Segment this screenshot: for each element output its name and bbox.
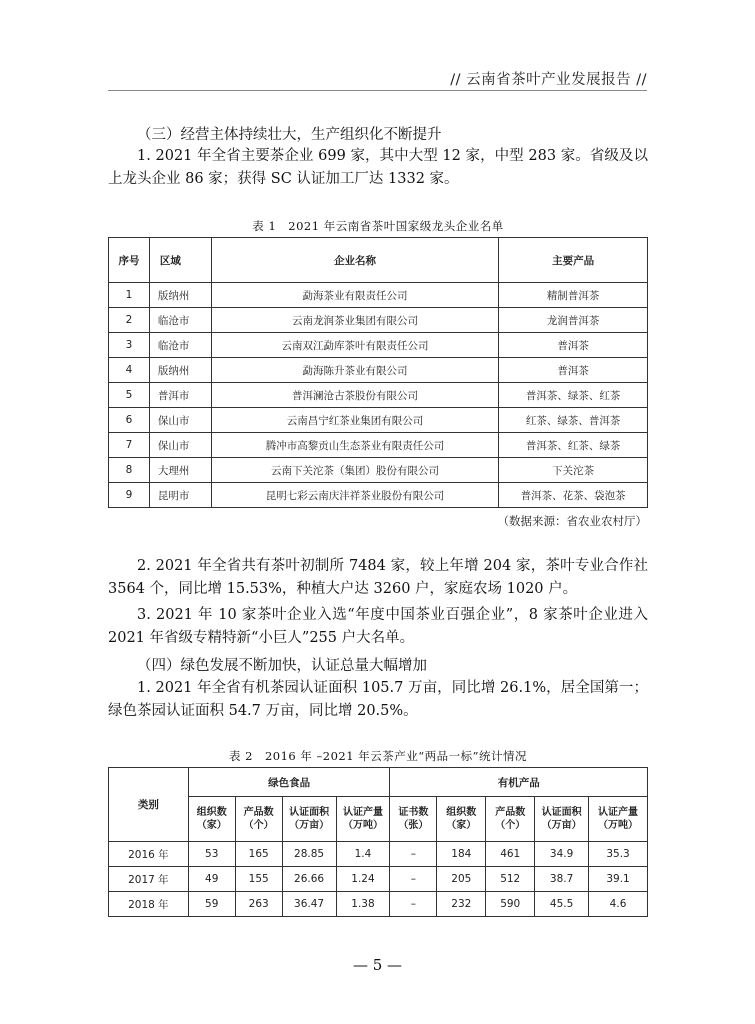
certification-table bbox=[108, 767, 648, 917]
table-row bbox=[109, 483, 648, 508]
column-header: 区域 bbox=[149, 238, 211, 283]
table-cell: 大理州 bbox=[149, 458, 211, 483]
table-cell: 2017 年 bbox=[109, 867, 189, 892]
paragraph-3-2: 2. 2021 年全省共有茶叶初制所 7484 家，较上年增 204 家，茶叶专业合作社 3564 个，同比增 15.53%，种植大户达 3260 户，家庭农场 1020 户。 bbox=[108, 558, 648, 597]
table-cell: 1.24 bbox=[336, 867, 390, 892]
table-row bbox=[109, 358, 648, 383]
table-cell: 普洱茶 bbox=[499, 358, 648, 383]
table-cell: 昆明七彩云南庆沣祥茶业股份有限公司 bbox=[211, 483, 498, 508]
table-cell: 8 bbox=[109, 458, 150, 483]
table1-caption: 表 1 2021 年云南省茶叶国家级龙头企业名单 bbox=[252, 219, 504, 233]
running-header: // 云南省茶叶产业发展报告 // bbox=[450, 72, 647, 88]
table-cell: 龙润普洱茶 bbox=[499, 308, 648, 333]
table1-header-row bbox=[109, 238, 648, 283]
table-cell: 39.1 bbox=[589, 867, 648, 892]
organic-product-group-header: 有机产品 bbox=[390, 768, 648, 797]
table-row bbox=[109, 867, 648, 892]
table-cell: 184 bbox=[437, 842, 486, 867]
table-cell: 36.47 bbox=[282, 892, 336, 917]
table-cell: 临沧市 bbox=[149, 333, 211, 358]
table-cell: 临沧市 bbox=[149, 308, 211, 333]
table-row bbox=[109, 308, 648, 333]
table-cell: 版纳州 bbox=[149, 283, 211, 308]
table-cell: 26.66 bbox=[282, 867, 336, 892]
paragraph-4-1: 1. 2021 年全省有机茶园认证面积 105.7 万亩，同比增 26.1%，居全国第一；绿色茶园认证面积 54.7 万亩，同比增 20.5%。 bbox=[108, 680, 648, 719]
table-cell: 红茶、绿茶、普洱茶 bbox=[499, 408, 648, 433]
paragraph-3-1: 1. 2021 年全省主要茶企业 699 家，其中大型 12 家，中型 283 家。省级及以上龙头企业 86 家；获得 SC 认证加工厂达 1332 家。 bbox=[108, 148, 648, 187]
table-cell: 1 bbox=[109, 283, 150, 308]
table-row bbox=[109, 458, 648, 483]
column-subheader: 产品数（个） bbox=[235, 797, 282, 842]
table-cell: 下关沱茶 bbox=[499, 458, 648, 483]
column-subheader: 认证产量（万吨） bbox=[336, 797, 390, 842]
table-cell: 2018 年 bbox=[109, 892, 189, 917]
column-header: 主要产品 bbox=[499, 238, 648, 283]
data-source-note: （数据来源：省农业农村厅） bbox=[497, 514, 647, 528]
table-row bbox=[109, 408, 648, 433]
table-cell: 38.7 bbox=[535, 867, 589, 892]
table-cell: 普洱市 bbox=[149, 383, 211, 408]
column-subheader: 认证面积（万亩） bbox=[535, 797, 589, 842]
table-cell: 云南双江勐库茶叶有限责任公司 bbox=[211, 333, 498, 358]
table-cell: 1.38 bbox=[336, 892, 390, 917]
table-cell: 勐海茶业有限责任公司 bbox=[211, 283, 498, 308]
table-cell: 云南龙润茶业集团有限公司 bbox=[211, 308, 498, 333]
column-subheader: 组织数（家） bbox=[188, 797, 235, 842]
table-cell: 勐海陈升茶业有限公司 bbox=[211, 358, 498, 383]
table2-subheader-row bbox=[109, 797, 648, 842]
table-cell: 34.9 bbox=[535, 842, 589, 867]
table-row bbox=[109, 433, 648, 458]
table-cell: 版纳州 bbox=[149, 358, 211, 383]
column-subheader: 证书数（张） bbox=[390, 797, 437, 842]
table-cell: 232 bbox=[437, 892, 486, 917]
table-cell: 普洱茶、花茶、袋泡茶 bbox=[499, 483, 648, 508]
column-subheader: 认证面积（万亩） bbox=[282, 797, 336, 842]
table-cell: 3 bbox=[109, 333, 150, 358]
table-cell: 4.6 bbox=[589, 892, 648, 917]
column-subheader: 组织数（家） bbox=[437, 797, 486, 842]
header-rule bbox=[108, 90, 647, 91]
table-cell: 461 bbox=[486, 842, 535, 867]
table-cell: 4 bbox=[109, 358, 150, 383]
table-cell: 7 bbox=[109, 433, 150, 458]
table-cell: 普洱茶、红茶、绿茶 bbox=[499, 433, 648, 458]
table-cell: 165 bbox=[235, 842, 282, 867]
table-cell: 155 bbox=[235, 867, 282, 892]
table-cell: 普洱茶、绿茶、红茶 bbox=[499, 383, 648, 408]
column-subheader: 产品数（个） bbox=[486, 797, 535, 842]
table-cell: 9 bbox=[109, 483, 150, 508]
table-row bbox=[109, 283, 648, 308]
table2-caption: 表 2 2016 年 –2021 年云茶产业“两品一标”统计情况 bbox=[229, 749, 527, 763]
section-heading-3: （三）经营主体持续壮大，生产组织化不断提升 bbox=[137, 127, 442, 143]
table-cell: 普洱茶 bbox=[499, 333, 648, 358]
table-cell: 59 bbox=[188, 892, 235, 917]
table-cell: 2 bbox=[109, 308, 150, 333]
table-cell: 512 bbox=[486, 867, 535, 892]
table-row bbox=[109, 892, 648, 917]
table-row bbox=[109, 842, 648, 867]
table-cell: 2016 年 bbox=[109, 842, 189, 867]
table-cell: 45.5 bbox=[535, 892, 589, 917]
column-header: 序号 bbox=[109, 238, 150, 283]
table-cell: 1.4 bbox=[336, 842, 390, 867]
paragraph-3-3: 3. 2021 年 10 家茶叶企业入选“年度中国茶业百强企业”，8 家茶叶企业进入 2021 年省级专精特新“小巨人”255 户大名单。 bbox=[108, 607, 648, 646]
table-cell: 腾冲市高黎贡山生态茶业有限责任公司 bbox=[211, 433, 498, 458]
table-cell: – bbox=[390, 892, 437, 917]
enterprise-table bbox=[108, 237, 648, 508]
table-cell: 53 bbox=[188, 842, 235, 867]
table2-group-row bbox=[109, 768, 648, 797]
table-cell: 昆明市 bbox=[149, 483, 211, 508]
table-cell: 590 bbox=[486, 892, 535, 917]
table-row bbox=[109, 383, 648, 408]
column-subheader: 认证产量（万吨） bbox=[589, 797, 648, 842]
table-cell: 205 bbox=[437, 867, 486, 892]
section-heading-4: （四）绿色发展不断加快，认证总量大幅增加 bbox=[137, 658, 427, 674]
table-cell: 28.85 bbox=[282, 842, 336, 867]
table-cell: 云南下关沱茶（集团）股份有限公司 bbox=[211, 458, 498, 483]
table-cell: 35.3 bbox=[589, 842, 648, 867]
column-header: 企业名称 bbox=[211, 238, 498, 283]
table-cell: 5 bbox=[109, 383, 150, 408]
category-header: 类别 bbox=[109, 768, 189, 842]
table-cell: 保山市 bbox=[149, 433, 211, 458]
table-cell: 49 bbox=[188, 867, 235, 892]
page-number: — 5 — bbox=[352, 956, 403, 974]
table-cell: 云南昌宁红茶业集团有限公司 bbox=[211, 408, 498, 433]
table-cell: – bbox=[390, 867, 437, 892]
table-row bbox=[109, 333, 648, 358]
table-cell: 263 bbox=[235, 892, 282, 917]
table-cell: 保山市 bbox=[149, 408, 211, 433]
table-cell: 6 bbox=[109, 408, 150, 433]
table-cell: 精制普洱茶 bbox=[499, 283, 648, 308]
green-food-group-header: 绿色食品 bbox=[188, 768, 390, 797]
table-cell: 普洱澜沧古茶股份有限公司 bbox=[211, 383, 498, 408]
table-cell: – bbox=[390, 842, 437, 867]
